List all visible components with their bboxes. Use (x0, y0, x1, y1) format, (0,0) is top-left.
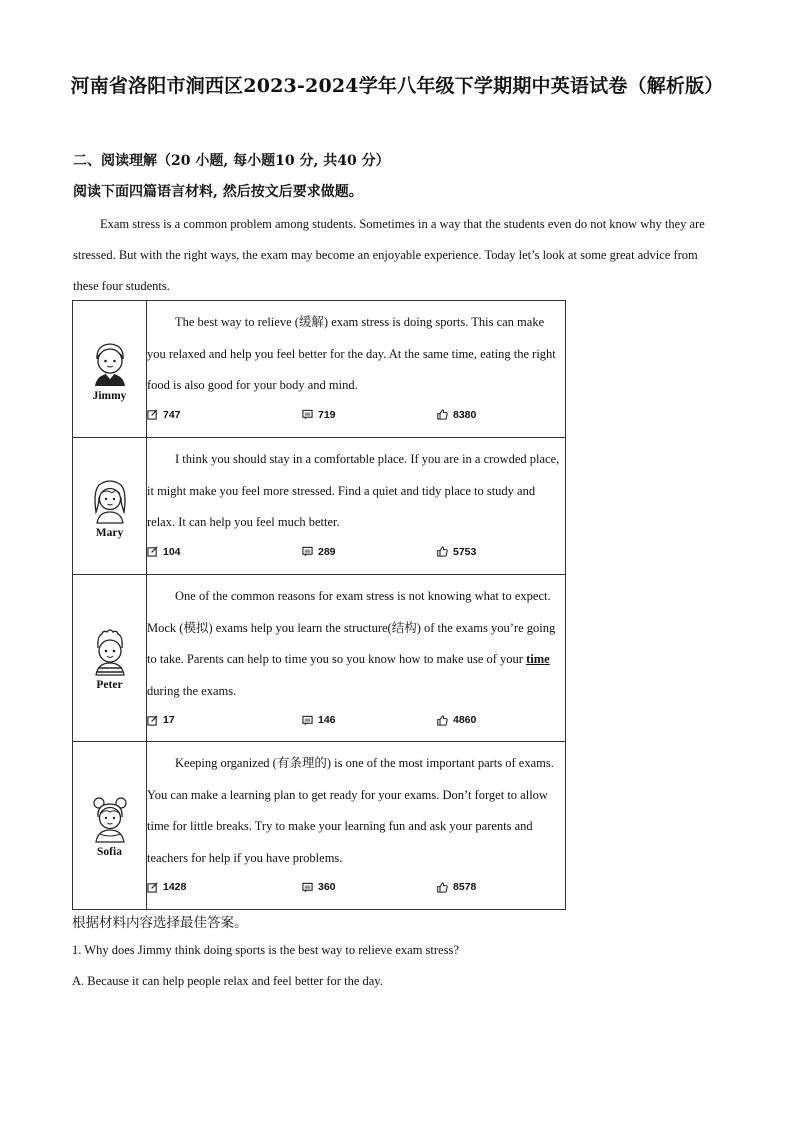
boy-avatar-icon (87, 337, 133, 387)
comment-icon (302, 546, 313, 557)
student-name: Mary (95, 526, 124, 539)
underlined-keyword: time (526, 652, 550, 666)
comment-icon (302, 715, 313, 726)
like-count-value: 8578 (453, 881, 477, 893)
post-text-part: One of the common reasons for exam stress is not knowing what to expect. Mock (模拟) exams help you learn the structure(结构) of the exams you’re going to take. Parents can help to time you so you know how to make use of your (147, 589, 556, 666)
edit-count-value: 17 (163, 714, 175, 726)
edit-icon (147, 882, 158, 893)
reading-instruction: 阅读下面四篇语言材料, 然后按文后要求做题。 (73, 184, 363, 200)
comment-count-value: 289 (318, 545, 336, 558)
comment-count[interactable] (302, 546, 437, 558)
edit-count-value: 747 (163, 408, 181, 421)
edit-count[interactable] (147, 546, 302, 558)
comment-count[interactable] (302, 714, 437, 726)
student-name: Peter (96, 678, 123, 691)
like-count-value: 8380 (453, 408, 477, 421)
comment-count-value: 719 (318, 408, 336, 421)
question-1: 1. Why does Jimmy think doing sports is the best way to relieve exam stress? (72, 943, 459, 957)
post-cell (147, 742, 566, 910)
post-cell (147, 438, 566, 575)
thumbs-up-icon (437, 882, 448, 893)
table-row (73, 301, 566, 438)
like-count[interactable] (437, 546, 476, 558)
table-row (73, 575, 566, 742)
student-name: Jimmy (92, 389, 127, 402)
edit-icon (147, 715, 158, 726)
like-count[interactable] (437, 714, 476, 726)
comment-count-value: 146 (318, 714, 336, 726)
thumbs-up-icon (437, 409, 448, 420)
like-count[interactable] (437, 409, 476, 421)
comment-count[interactable] (302, 409, 437, 421)
table-row (73, 742, 566, 910)
edit-icon (147, 546, 158, 557)
question-1-option-a[interactable]: A. Because it can help people relax and feel better for the day. (72, 974, 383, 988)
post-cell (147, 301, 566, 438)
girl-avatar-icon (87, 793, 133, 843)
avatar-cell (73, 301, 147, 438)
advice-table (72, 300, 566, 910)
intro-paragraph: Exam stress is a common problem among students. Sometimes in a way that the students even do not know why they are stressed. But with the right ways, the exam may become an enjoyable experience. Today let’s look at some great advice from these four students. (73, 217, 705, 293)
page-title: 河南省洛阳市涧西区2023-2024学年八年级下学期期中英语试卷（解析版） (70, 75, 724, 97)
post-text-part: during the exams. (147, 683, 237, 698)
comment-count[interactable] (302, 881, 437, 893)
table-row (73, 438, 566, 575)
question-instruction: 根据材料内容选择最佳答案。 (72, 915, 248, 931)
comment-icon (302, 882, 313, 893)
boy-avatar-icon (87, 626, 133, 676)
avatar-cell (73, 575, 147, 742)
edit-icon (147, 409, 158, 420)
post-stats (147, 707, 565, 733)
thumbs-up-icon (437, 546, 448, 557)
thumbs-up-icon (437, 715, 448, 726)
post-text: Keeping organized (有条理的) is one of the most important parts of exams. You can make a learning plan to get ready for your exams. Don’t forget to allow time for little breaks. Try to make your learning fun and ask your parents and teachers for help if you have problems. (147, 756, 554, 865)
post-text (147, 581, 565, 707)
like-count-value: 4860 (453, 714, 477, 726)
student-name: Sofia (97, 846, 122, 858)
edit-count[interactable] (147, 881, 302, 893)
girl-avatar-icon (87, 474, 133, 524)
post-text: The best way to relieve (缓解) exam stress is doing sports. This can make you relaxed and help you feel better for the day. At the same time, eating the right food is also good for your body and mind. (147, 315, 556, 392)
comment-count-value: 360 (318, 881, 336, 893)
edit-count-value: 104 (163, 545, 181, 558)
like-count[interactable] (437, 881, 476, 893)
avatar-cell (73, 438, 147, 575)
avatar-cell (73, 742, 147, 910)
section-heading: 二、阅读理解（20 小题, 每小题10 分, 共40 分） (73, 153, 390, 169)
post-cell (147, 575, 566, 742)
post-stats (147, 402, 565, 428)
post-stats (147, 874, 565, 900)
edit-count-value: 1428 (163, 881, 187, 893)
edit-count[interactable] (147, 714, 302, 726)
post-text: I think you should stay in a comfortable place. If you are in a crowded place, it might make you feel more stressed. Find a quiet and tidy place to study and relax. It can help you feel much better. (147, 452, 560, 529)
post-stats (147, 539, 565, 565)
edit-count[interactable] (147, 409, 302, 421)
like-count-value: 5753 (453, 545, 477, 558)
comment-icon (302, 409, 313, 420)
